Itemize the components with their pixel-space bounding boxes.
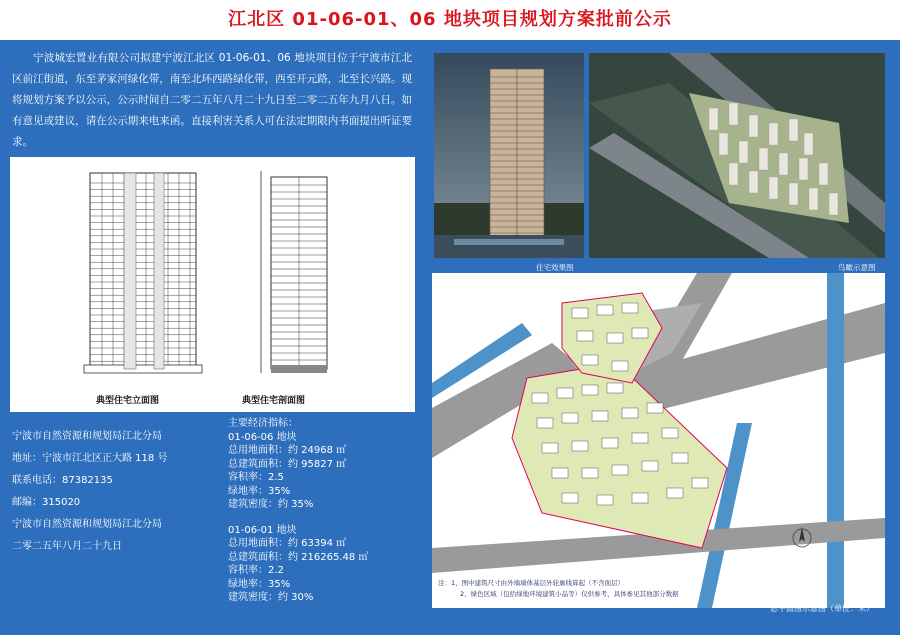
site-plan [432,273,885,608]
plot-a-floor-area: 总建筑面积：约 95827 ㎡ [228,458,347,470]
plot-a-density: 建筑密度：约 35% [228,499,314,510]
site-notes [438,578,679,600]
plot-b-name: 01-06-01 地块 [228,524,297,536]
elevation-drawing [80,169,210,387]
contact-info [12,426,227,558]
plot-b-floor-area: 总建筑面积：约 216265.48 ㎡ [228,551,369,563]
aerial-caption: 鸟瞰示意图 [838,263,876,272]
date: 二零二五年八月二十九日 [12,541,122,552]
site-note-1: 注：1、图中建筑尺寸由外墙墙体基层外轮廓线算起（不含面层） [438,579,625,587]
address: 地址：宁波市江北区正大路 118 号 [12,453,168,464]
drawings-panel [10,157,415,412]
plot-a-green: 绿地率：35% [228,485,291,497]
site-plan-caption: 总平面图示意图（单位：米） [770,604,874,613]
plot-b-far: 容积率：2.2 [228,565,284,576]
aerial-view [589,53,885,258]
notice-board [0,40,900,635]
elevation-caption: 典型住宅立面图 [96,396,160,406]
section-drawing [253,169,343,387]
plot-a-land-area: 总用地面积：约 24968 ㎡ [228,445,347,456]
site-note-2: 2、绿色区域（包括绿地环境建筑小品等）仅供参考，具体参见其他部分数据 [460,590,679,598]
plot-b-land-area: 总用地面积：约 63394 ㎡ [228,538,347,549]
plot-b-green: 绿地率：35% [228,578,291,590]
economic-indicators [228,417,418,605]
rendering-caption: 住宅效果图 [536,263,574,272]
indicators-heading: 主要经济指标： [228,418,298,429]
plot-b-density: 建筑密度：约 30% [228,592,314,603]
signer: 宁波市自然资源和规划局江北分局 [12,519,162,530]
residential-rendering [434,53,584,258]
postcode: 邮编：315020 [12,497,81,508]
notice-text: 宁波城宏置业有限公司拟建宁波江北区 01-06-01、06 地块项目位于宁波市江北区前江街道，东至茅家河绿化带，南至北环西路绿化带，西至开元路，北至长兴路。现将规划方案予以公示，公示时间自二零二五年八月二十九日至二零二五年九月八日。如有意见或建议，请在公示期来电来函。直接利害关系人可在法定期限内书面提出听证要求。 [12,52,412,148]
section-caption: 典型住宅剖面图 [242,396,306,406]
agency-name: 宁波市自然资源和规划局江北分局 [12,431,162,442]
page-title: 江北区 01-06-01、06 地块项目规划方案批前公示 [0,0,900,40]
plot-a-name: 01-06-06 地块 [228,431,297,443]
phone: 联系电话：87382135 [12,475,113,486]
plot-a-far: 容积率：2.5 [228,472,284,483]
